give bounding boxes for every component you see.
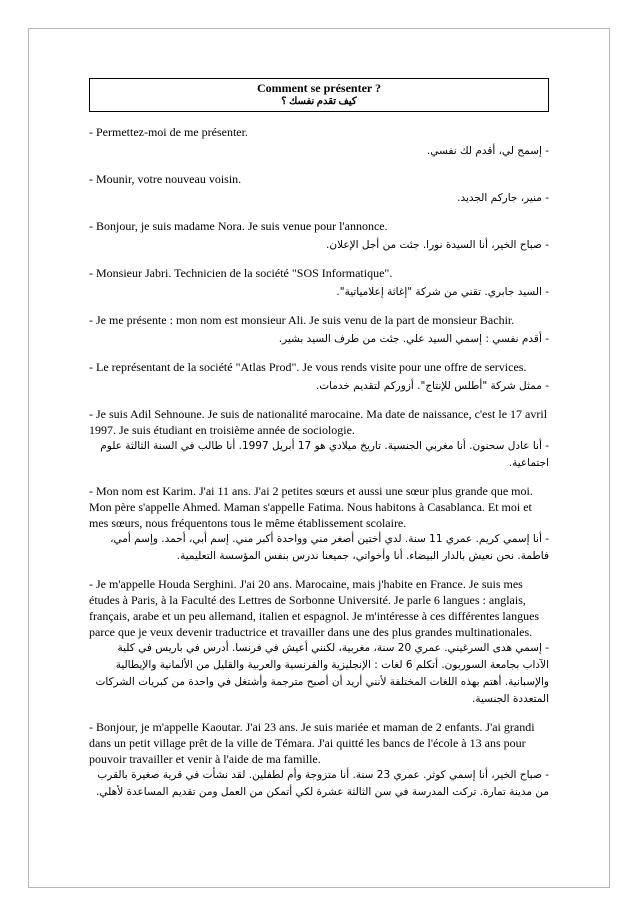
french-text: - Je suis Adil Sehnoune. Je suis de nationalité marocaine. Ma date de naissance, c'est le 17 avril 1997. Je suis étudiant en troisième année de sociologie. — [89, 407, 548, 437]
french-text: - Je me présente : mon nom est monsieur Ali. Je suis venu de la part de monsieur Bachir. — [89, 313, 515, 327]
entry-3 — [89, 218, 549, 254]
french-text: - Je m'appelle Houda Serghini. J'ai 20 ans. Marocaine, mais j'habite en France. Je suis mes études à Paris, à la Faculté des Lettres de Sorbonne Université. Je parle 6 langues : anglais, français, arabe et un peu allemand, italien et espagnol. Je m'intéresse à ces différentes langues parce que je veux devenir traductrice et travailler dans une des plus grandes multinationales. — [89, 577, 540, 639]
arabic-translation: - إسمي هدى السرغيني. عمري 20 سنة، مغربية، لكنني أعيش في فرنسا. أدرس في باريس في كلية الآداب بجامعة السوربون. أتكلم 6 لغات : الإنجليزية والفرنسية والعربية والقليل من الألمانية والإيطالية والإسبانية. أهتم بهذه اللغات المختلفة لأنني أريد أن أصبح مترجمة وأشتغل في واحدة من كبريات الشركات المتعددة الجنسية. — [95, 642, 549, 705]
french-text: - Permettez-moi de me présenter. — [89, 125, 248, 139]
french-text: - Monsieur Jabri. Technicien de la société "SOS Informatique". — [89, 266, 393, 280]
entry-1 — [89, 124, 549, 160]
arabic-translation: - أنا إسمي كريم. عمري 11 سنة. لدي أختين أصغر مني وواحدة أكبر مني. إسم أبي، أحمد. وإسم أمي، فاطمة. نحن نعيش بالدار البيضاء. أنا وأخواتي، جميعنا ندرس بنفس المؤسسة التعليمية. — [110, 533, 549, 562]
arabic-translation: - إسمح لي، أقدم لك نفسي. — [426, 145, 549, 157]
entry-2 — [89, 171, 549, 207]
document-body — [89, 124, 549, 812]
entry-10 — [89, 719, 549, 801]
arabic-translation: - أقدم نفسي : إسمي السيد علي. جئت من طرف السيد بشير. — [278, 333, 549, 345]
entry-5 — [89, 312, 549, 348]
entry-9 — [89, 576, 549, 708]
entry-7 — [89, 406, 549, 472]
page-title-arabic: كيف تقدم نفسك ؟ — [281, 96, 357, 107]
french-text: - Le représentant de la société "Atlas Prod". Je vous rends visite pour une offre de services. — [89, 360, 527, 374]
arabic-translation: - صباح الخير، أنا إسمي كوثر. عمري 23 سنة. أنا متزوجة وأم لطفلين. لقد نشأت في قرية صغيرة بالقرب من مدينة تمارة. تركت المدرسة في سن الثالثة عشرة لكي أتمكن من العمل ومن تقديم المساعدة لأهلي. — [96, 769, 549, 798]
arabic-translation: - أنا عادل سحنون. أنا مغربي الجنسية. تاريخ ميلادي هو 17 أبريل 1997. أنا طالب في السنة الثالثة علوم اجتماعية. — [100, 440, 549, 469]
entry-4 — [89, 265, 549, 301]
entry-8 — [89, 483, 549, 565]
arabic-translation: - السيد جابري. تقني من شركة "إغاثة إعلامياتية". — [336, 286, 549, 298]
arabic-translation: - صباح الخير، أنا السيدة نورا. جئت من أجل الإعلان. — [326, 239, 549, 251]
french-text: - Mon nom est Karim. J'ai 11 ans. J'ai 2 petites sœurs et aussi une sœur plus grande que moi. Mon père s'appelle Ahmed. Maman s'appelle Fatima. Nous habitons à Casablanca. Et moi et mes sœurs, nous fréquentons tous le même établissement scolaire. — [89, 484, 533, 530]
entry-6 — [89, 359, 549, 395]
title-box — [89, 78, 549, 112]
page-title-french: Comment se présenter ? — [256, 81, 382, 95]
french-text: - Bonjour, je m'appelle Kaoutar. J'ai 23 ans. Je suis mariée et maman de 2 enfants. J'ai grandi dans un petit village prêt de la ville de Témara. J'ai quitté les bancs de l'école à 13 ans pour pouvoir travailler et venir à l'aide de ma famille. — [89, 720, 535, 766]
french-text: - Bonjour, je suis madame Nora. Je suis venue pour l'annonce. — [89, 219, 388, 233]
french-text: - Mounir, votre nouveau voisin. — [89, 172, 242, 186]
arabic-translation: - ممثل شركة "أطلس للإنتاج". أزوركم لتقديم خدمات. — [315, 380, 549, 392]
arabic-translation: - منير، جاركم الجديد. — [457, 192, 549, 204]
